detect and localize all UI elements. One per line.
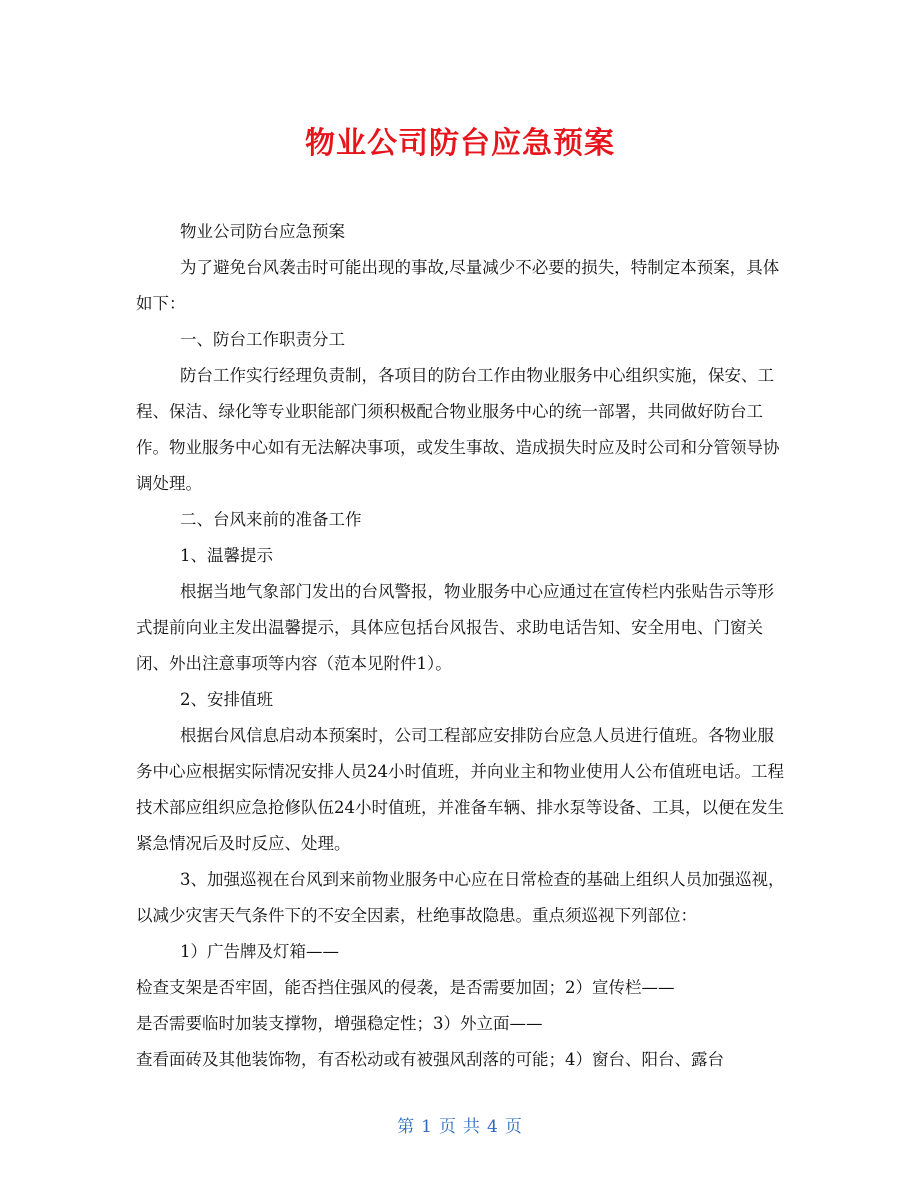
list-item: 是否需要临时加装支撑物，增强稳定性；3）外立面—— xyxy=(136,1014,543,1033)
paragraph: 3、加强巡视在台风到来前物业服务中心应在日常检查的基础上组织人员加强巡视，以减少灾害天气条件下的不安全因素，杜绝事故隐患。重点须巡视下列部位： xyxy=(136,870,785,925)
paragraph: 根据台风信息启动本预案时，公司工程部应安排防台应急人员进行值班。各物业服务中心应根据实际情况安排人员24小时值班，并向业主和物业使用人公布值班电话。工程技术部应组织应急抢修队伍24小时值班，并准备车辆、排水泵等设备、工具，以便在发生紧急情况后及时反应、处理。 xyxy=(136,726,784,853)
section-heading: 一、防台工作职责分工 xyxy=(180,330,345,349)
list-item: 1）广告牌及灯箱—— xyxy=(180,942,339,961)
document-title: 物业公司防台应急预案 xyxy=(305,126,615,161)
page-footer xyxy=(0,1112,920,1137)
list-item: 查看面砖及其他装饰物，有否松动或有被强风刮落的可能；4）窗台、阳台、露台 xyxy=(136,1050,724,1069)
current-page-number: 1 xyxy=(421,1117,433,1137)
paragraph: 物业公司防台应急预案 xyxy=(180,222,345,241)
paragraph: 根据当地气象部门发出的台风警报，物业服务中心应通过在宣传栏内张贴告示等形式提前向业主发出温馨提示，具体应包括台风报告、求助电话告知、安全用电、门窗关闭、外出注意事项等内容（范本见附件1）。 xyxy=(136,582,774,673)
footer-label-ye: 页 xyxy=(504,1117,523,1137)
footer-label-page: 第 xyxy=(397,1117,416,1137)
subsection-heading: 1、温馨提示 xyxy=(180,546,273,565)
paragraph: 为了避免台风袭击时可能出现的事故,尽量减少不必要的损失，特制定本预案，具体如下： xyxy=(136,258,780,313)
subsection-heading: 2、安排值班 xyxy=(180,690,273,709)
section-heading: 二、台风来前的准备工作 xyxy=(180,510,362,529)
total-pages-number: 4 xyxy=(487,1117,499,1137)
list-item: 检查支架是否牢固，能否挡住强风的侵袭，是否需要加固；2）宣传栏—— xyxy=(136,978,675,997)
footer-label-total: 共 xyxy=(463,1117,481,1137)
document-body xyxy=(136,214,788,1078)
paragraph: 防台工作实行经理负责制，各项目的防台工作由物业服务中心组织实施，保安、工程、保洁、绿化等专业职能部门须积极配合物业服务中心的统一部署，共同做好防台工作。物业服务中心如有无法解决事项，或发生事故、造成损失时应及时公司和分管领导协调处理。 xyxy=(136,366,780,493)
footer-label-ye: 页 xyxy=(439,1117,457,1137)
